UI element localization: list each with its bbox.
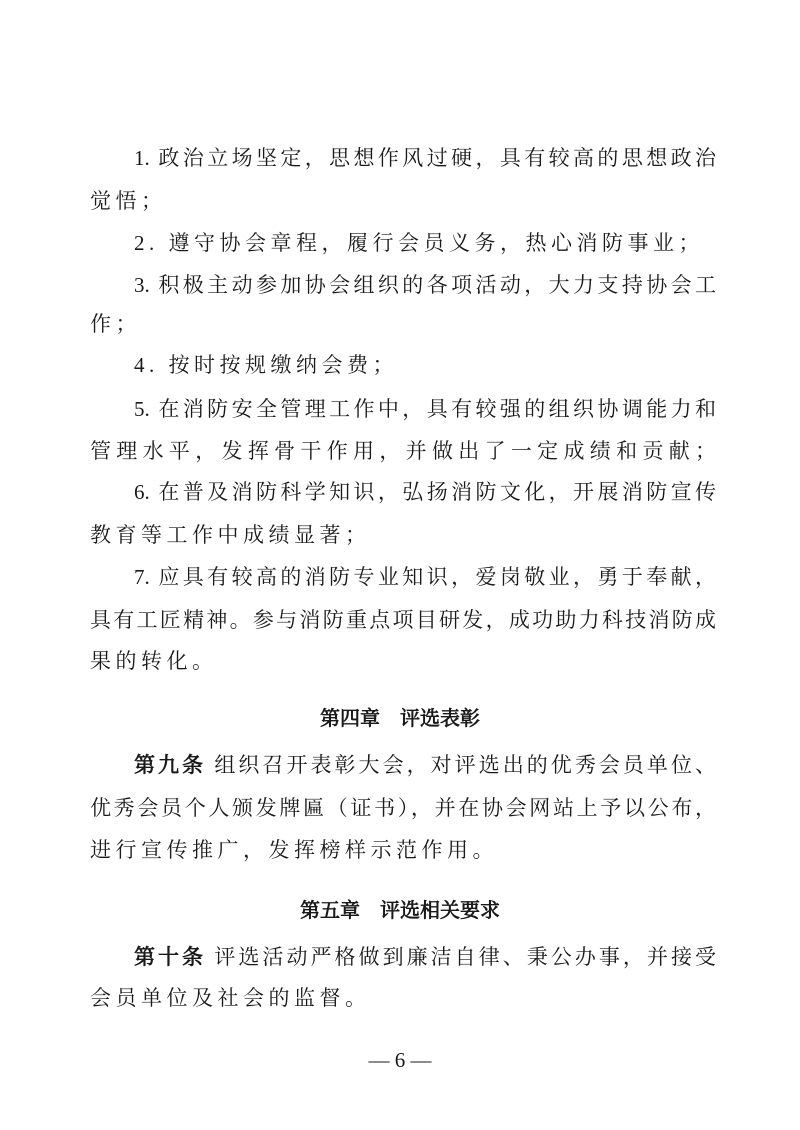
article-text: 评选活动严格做到廉洁自律、秉公办事，并接受 [214, 945, 716, 969]
text-line [134, 750, 716, 780]
text-line: 5. 在消防安全管理工作中，具有较强的组织协调能力和 [134, 397, 716, 421]
text-line: 果的转化。 [90, 649, 218, 673]
text-line: 作； [90, 312, 141, 336]
text-line: 1. 政治立场坚定，思想作风过硬，具有较高的思想政治 [134, 146, 716, 170]
text-line: 6. 在普及消防科学知识，弘扬消防文化，开展消防宣传 [134, 480, 716, 504]
article-text: 组织召开表彰大会，对评选出的优秀会员单位、 [214, 753, 716, 777]
text-line: 2. 遵守协会章程，履行会员义务，热心消防事业； [134, 231, 704, 255]
text-line: 会员单位及社会的监督。 [90, 986, 371, 1010]
text-line: 管理水平，发挥骨干作用，并做出了一定成绩和贡献； [90, 439, 716, 463]
page-number: — 6 — [368, 1048, 432, 1072]
text-line: 进行宣传推广，发挥榜样示范作用。 [90, 838, 498, 862]
text-line: 具有工匠精神。参与消防重点项目研发，成功助力科技消防成 [90, 608, 716, 632]
text-line: 觉悟； [90, 189, 167, 213]
chapter-5-heading: 第五章 评选相关要求 [300, 900, 500, 922]
chapter-4-heading: 第四章 评选表彰 [320, 708, 480, 730]
text-line: 教育等工作中成绩显著； [90, 523, 371, 547]
text-line: 优秀会员个人颁发牌匾（证书），并在协会网站上予以公布， [90, 796, 716, 820]
text-line: 7. 应具有较高的消防专业知识，爱岗敬业，勇于奉献， [134, 565, 716, 589]
article-label: 第十条 [134, 945, 207, 969]
text-line [134, 942, 716, 972]
text-line: 3. 积极主动参加协会组织的各项活动，大力支持协会工 [134, 273, 716, 297]
text-line: 4. 按时按规缴纳会费； [134, 353, 398, 377]
article-label: 第九条 [134, 753, 207, 777]
